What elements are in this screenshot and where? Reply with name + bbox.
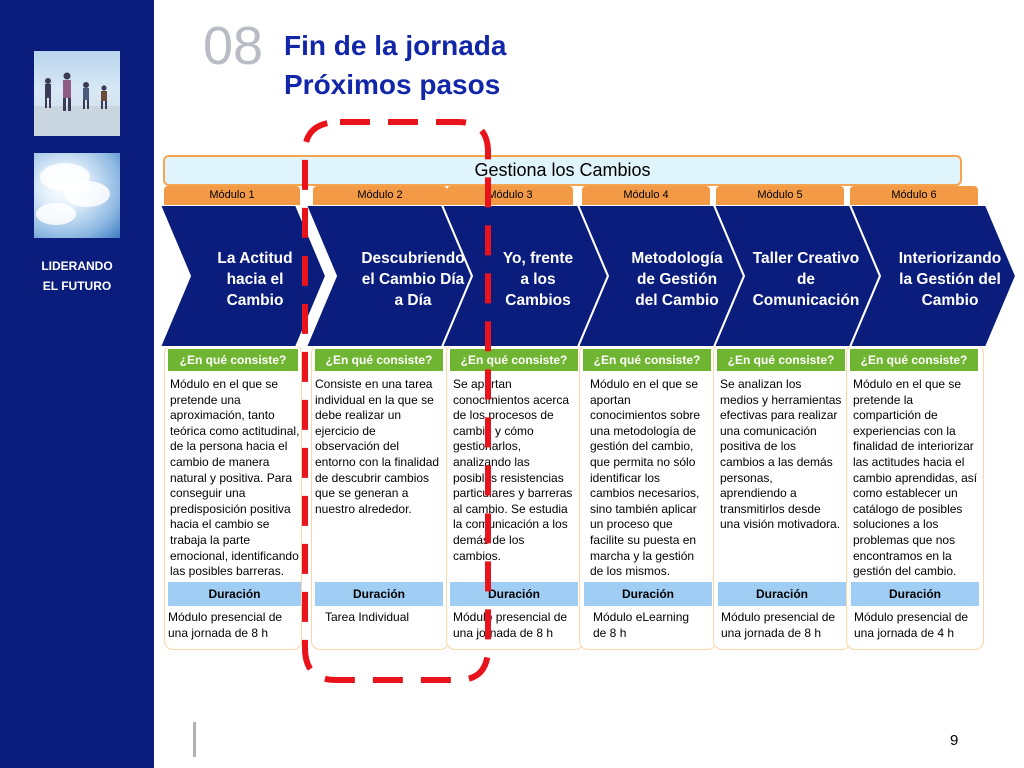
module-6-tab: Módulo 6 — [850, 186, 978, 205]
page-title-line-1: Fin de la jornada — [284, 30, 507, 61]
module-2-question: ¿En qué consiste? — [315, 349, 443, 371]
module-2-description: Consiste en una tarea individual en la que se debe realizar un ejercicio de observación del entorno con la finalidad de descubrir cambios que se generan a nuestro alrededor. — [315, 377, 440, 516]
module-4-description: Módulo en el que se aportan conocimientos sobre una metodología de gestión del cambio, que permita no sólo identificar los cambios necesarios, sino también aplicar un proceso que facilite su puesta en marcha y la gestión de los mismos. — [590, 377, 701, 579]
module-3-question: ¿En qué consiste? — [450, 349, 578, 371]
module-5-duration: Módulo presencial de una jornada de 8 h — [721, 610, 836, 640]
module-5-question: ¿En qué consiste? — [717, 349, 845, 371]
module-2-duration-header: Duración — [315, 582, 443, 606]
module-4-question: ¿En qué consiste? — [583, 349, 711, 371]
module-1-question: ¿En qué consiste? — [168, 349, 298, 371]
module-2-tab: Módulo 2 — [313, 186, 447, 205]
module-1-description: Módulo en el que se pretende una aproximación, tanto teórica como actitudinal, de la persona hacia el cambio de manera natural y positiva. Para conseguir una predisposición positiva hacia el cambio se trabaja la parte emocional, identificando las posibles barreras. — [170, 377, 300, 579]
page-title-line-2: Próximos pasos — [284, 69, 501, 100]
module-5-tab: Módulo 5 — [716, 186, 844, 205]
module-4-duration-header: Duración — [584, 582, 712, 606]
module-4-duration: Módulo eLearning de 8 h — [593, 610, 690, 640]
module-1-title: La Actitud hacia el Cambio — [217, 250, 293, 309]
module-6-duration: Módulo presencial de una jornada de 4 h — [854, 610, 969, 640]
footer-divider — [193, 722, 196, 757]
module-5-description: Se analizan los medios y herramientas efectivas para realizar una comunicación positiva de los cambios a las demás personas, aprendiendo a transmitirlos desde una visión motivadora. — [720, 377, 842, 532]
module-6-duration-header: Duración — [851, 582, 979, 606]
module-3-description: Se aportan conocimientos acerca de los procesos de cambio y cómo gestionarlos, analizando las posibles resistencias particulares y barreras al cambio. Se estudia la comunicación a los demás de los cambios. — [453, 377, 573, 563]
module-5-duration-header: Duración — [718, 582, 846, 606]
module-6-description: Módulo en el que se pretende la compartición de experiencias con la finalidad de interiorizar las actitudes hacia el cambio aprendidas, así como establecer un catálogo de posibles soluciones a los problemas que nos encontramos en la gestión del cambio. — [853, 377, 978, 579]
module-6-title: Interiorizando la Gestión del Cambio — [898, 250, 1002, 309]
brand-line-2: EL FUTURO — [42, 279, 112, 293]
module-1-duration-header: Duración — [168, 582, 301, 606]
module-2-duration: Tarea Individual — [325, 610, 410, 624]
program-banner: Gestiona los Cambios — [163, 155, 962, 186]
page-number: 9 — [950, 732, 959, 749]
module-3-duration: Módulo presencial de una jornada de 8 h — [453, 610, 568, 640]
brand-line-1: LIDERANDO — [41, 259, 113, 273]
module-5-title: Taller Creativo de Comunicación — [752, 250, 860, 309]
module-3-title: Yo, frente a los Cambios — [502, 250, 574, 309]
module-2-title: Descubriendo el Cambio Día a Día — [361, 250, 465, 309]
module-3-tab: Módulo 3 — [447, 186, 573, 205]
module-4-title: Metodología de Gestión del Cambio — [631, 250, 723, 309]
module-3-duration-header: Duración — [450, 582, 578, 606]
module-6-question: ¿En qué consiste? — [850, 349, 978, 371]
module-4-tab: Módulo 4 — [582, 186, 710, 205]
module-1-duration: Módulo presencial de una jornada de 8 h — [168, 610, 283, 640]
section-number: 08 — [203, 16, 264, 76]
module-1-tab: Módulo 1 — [164, 186, 300, 205]
